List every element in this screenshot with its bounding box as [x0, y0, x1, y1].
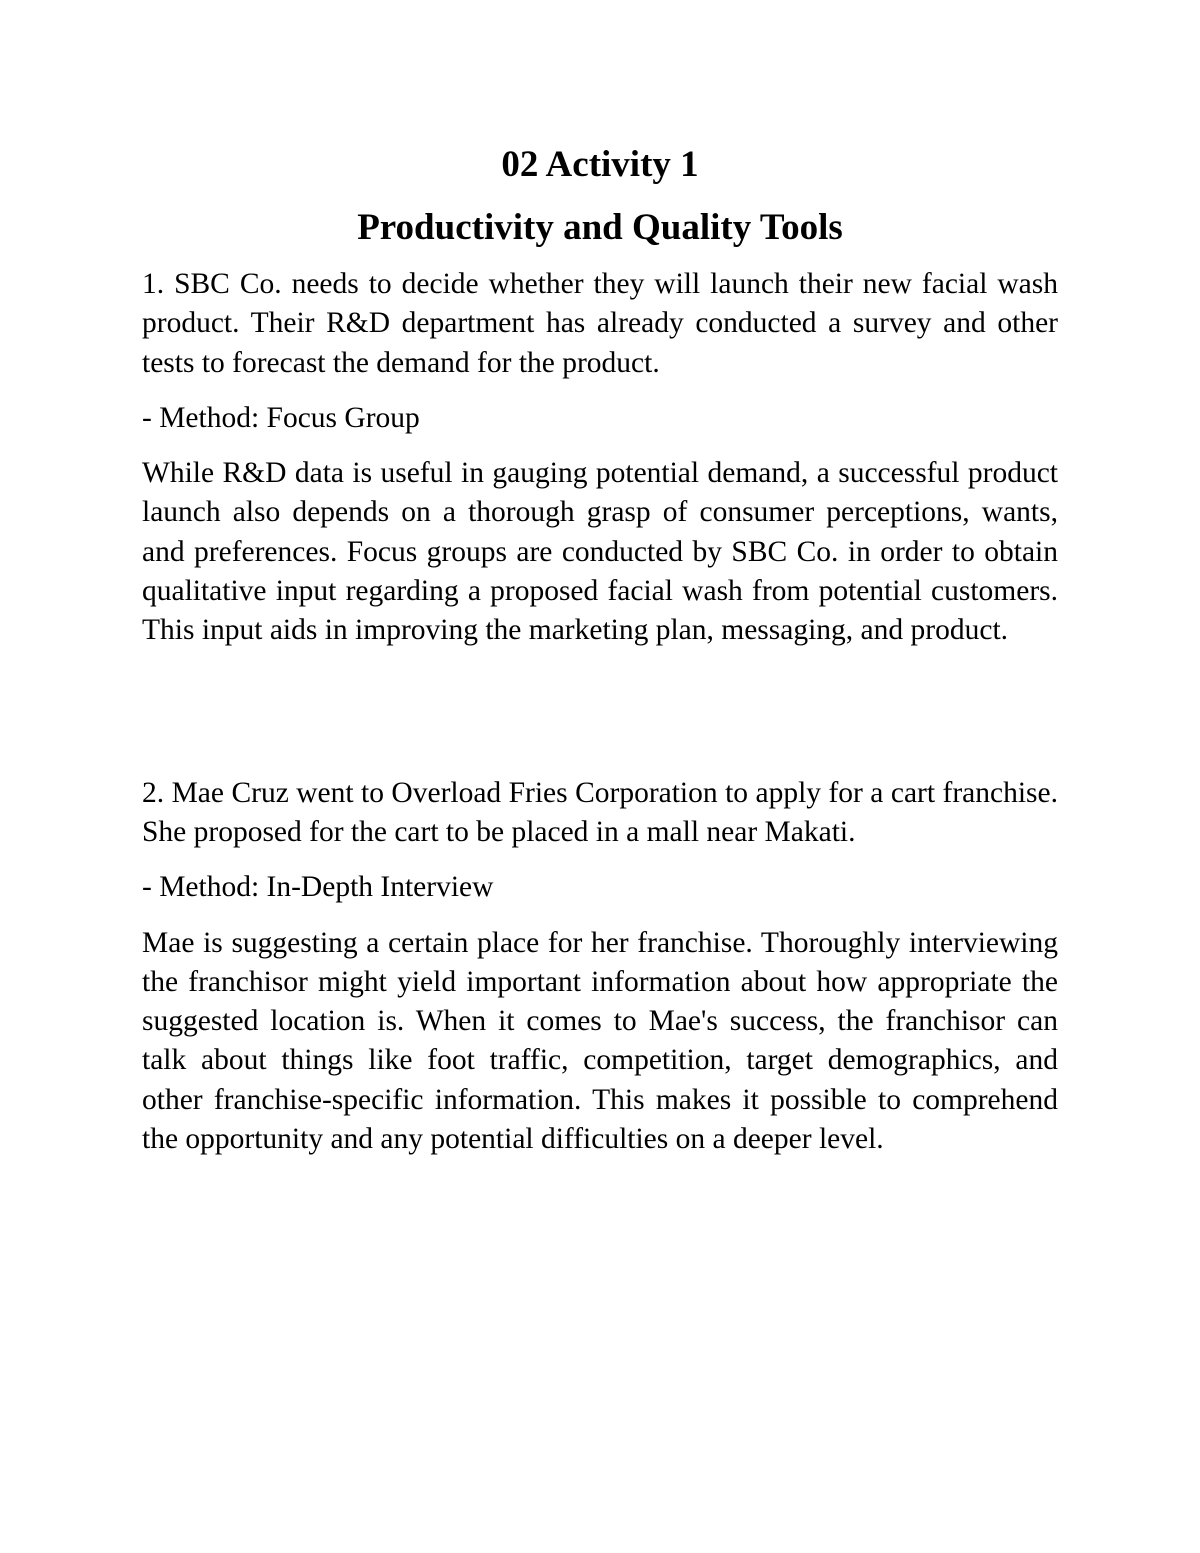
question-2-answer: Mae is suggesting a certain place for her franchise. Thoroughly interviewing the franchisor might yield important information about how appropriate the suggested location is. When it comes to Mae's success, the franchisor can talk about things like foot traffic, competition, target demographics, and other franchise-specific information. This makes it possible to comprehend the opportunity and any potential difficulties on a deeper level. [142, 926, 1058, 1156]
section-spacer [142, 651, 1058, 774]
document-content [142, 140, 1058, 1159]
question-2-method: - Method: In-Depth Interview [142, 871, 494, 904]
document-title: 02 Activity 1 [501, 144, 699, 185]
document-subtitle: Productivity and Quality Tools [357, 207, 843, 248]
question-2-text: 2. Mae Cruz went to Overload Fries Corporation to apply for a cart franchise. She proposed for the cart to be placed in a mall near Makati. [142, 776, 1058, 848]
question-1-answer: While R&D data is useful in gauging potential demand, a successful product launch also depends on a thorough grasp of consumer perceptions, wants, and preferences. Focus groups are conducted by SBC Co. in order to obtain qualitative input regarding a proposed facial wash from potential customers. This input aids in improving the marketing plan, messaging, and product. [142, 457, 1058, 647]
question-1-text: 1. SBC Co. needs to decide whether they will launch their new facial wash product. Their R&D department has already conducted a survey and other tests to forecast the demand for the product. [142, 268, 1058, 379]
question-1-method: - Method: Focus Group [142, 401, 420, 434]
